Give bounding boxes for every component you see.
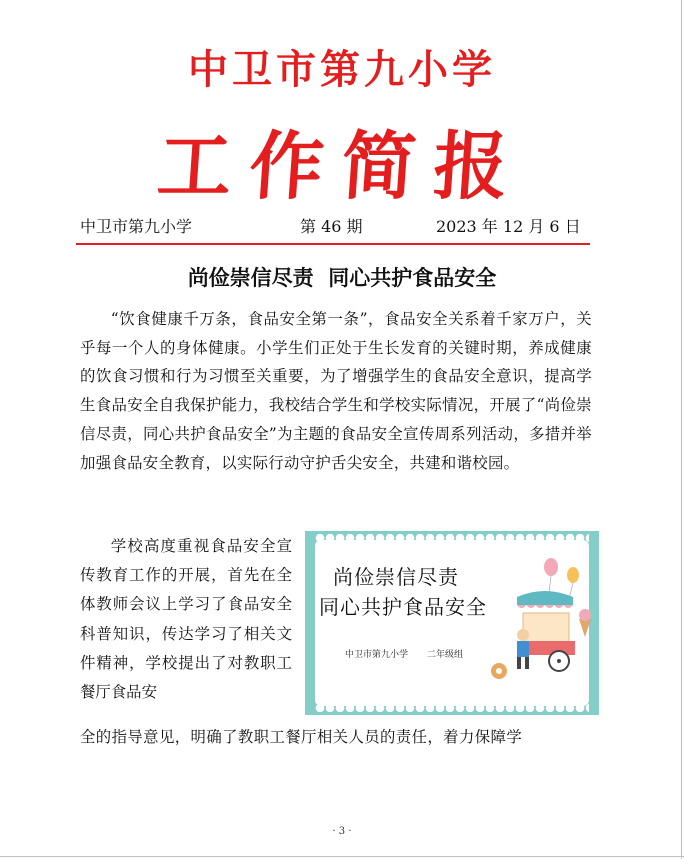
article-paragraph-2-continued: 全的指导意见，明确了教职工餐厅相关人员的责任，着力保障学 (80, 728, 523, 746)
page-number: · 3 · (332, 826, 352, 837)
masthead-title: 工作简报 (154, 124, 529, 210)
page-border-bottom (0, 856, 684, 857)
balloon-icon (567, 567, 579, 583)
poster-title-line2: 同心共护食品安全 (319, 595, 487, 619)
masthead-school-name: 中卫市第九小学 (188, 46, 496, 93)
poster-school: 中卫市第九小学 (345, 650, 409, 660)
cart-body-icon (523, 613, 569, 643)
cart-awning-icon (517, 591, 573, 605)
header-divider (76, 243, 590, 245)
poster-title-line1: 尚俭崇信尽责 (333, 565, 459, 589)
ice-cream-icon (579, 619, 591, 637)
info-school: 中卫市第九小学 (80, 217, 193, 236)
food-safety-poster-image (305, 531, 599, 715)
article-paragraph-1: “饮食健康千万条，食品安全第一条”，食品安全关系着千家万户，关乎每一个人的身体健康。小学生们正处于生长发育的关键时期，养成健康的饮食习惯和行为习惯至关重要，为了增强学生的食品安全意识，提高学生食品安全自我保护能力，我校结合学生和学校实际情况，开展了“尚俭崇信尽责，同心共护食品安全”为主题的食品安全宣传周系列活动，多措并举加强食品安全教育，以实际行动守护舌尖安全，共建和谐校园。 (80, 310, 592, 472)
info-issue-number: 第 46 期 (300, 217, 363, 236)
poster-grade: 二年级组 (427, 650, 464, 660)
article-paragraph-2: 学校高度重视食品安全宣传教育工作的开展，首先在全体教师会议上学习了食品安全科普知识，传达学习了相关文件精神，学校提出了对教职工餐厅食品安 (80, 537, 292, 702)
info-date: 2023 年 12 月 6 日 (436, 217, 581, 236)
child-figure-icon (517, 629, 529, 641)
food-cart-illustration-icon (305, 531, 599, 715)
article-headline: 尚俭崇信尽责 同心共护食品安全 (187, 265, 497, 290)
balloon-icon (544, 558, 558, 576)
